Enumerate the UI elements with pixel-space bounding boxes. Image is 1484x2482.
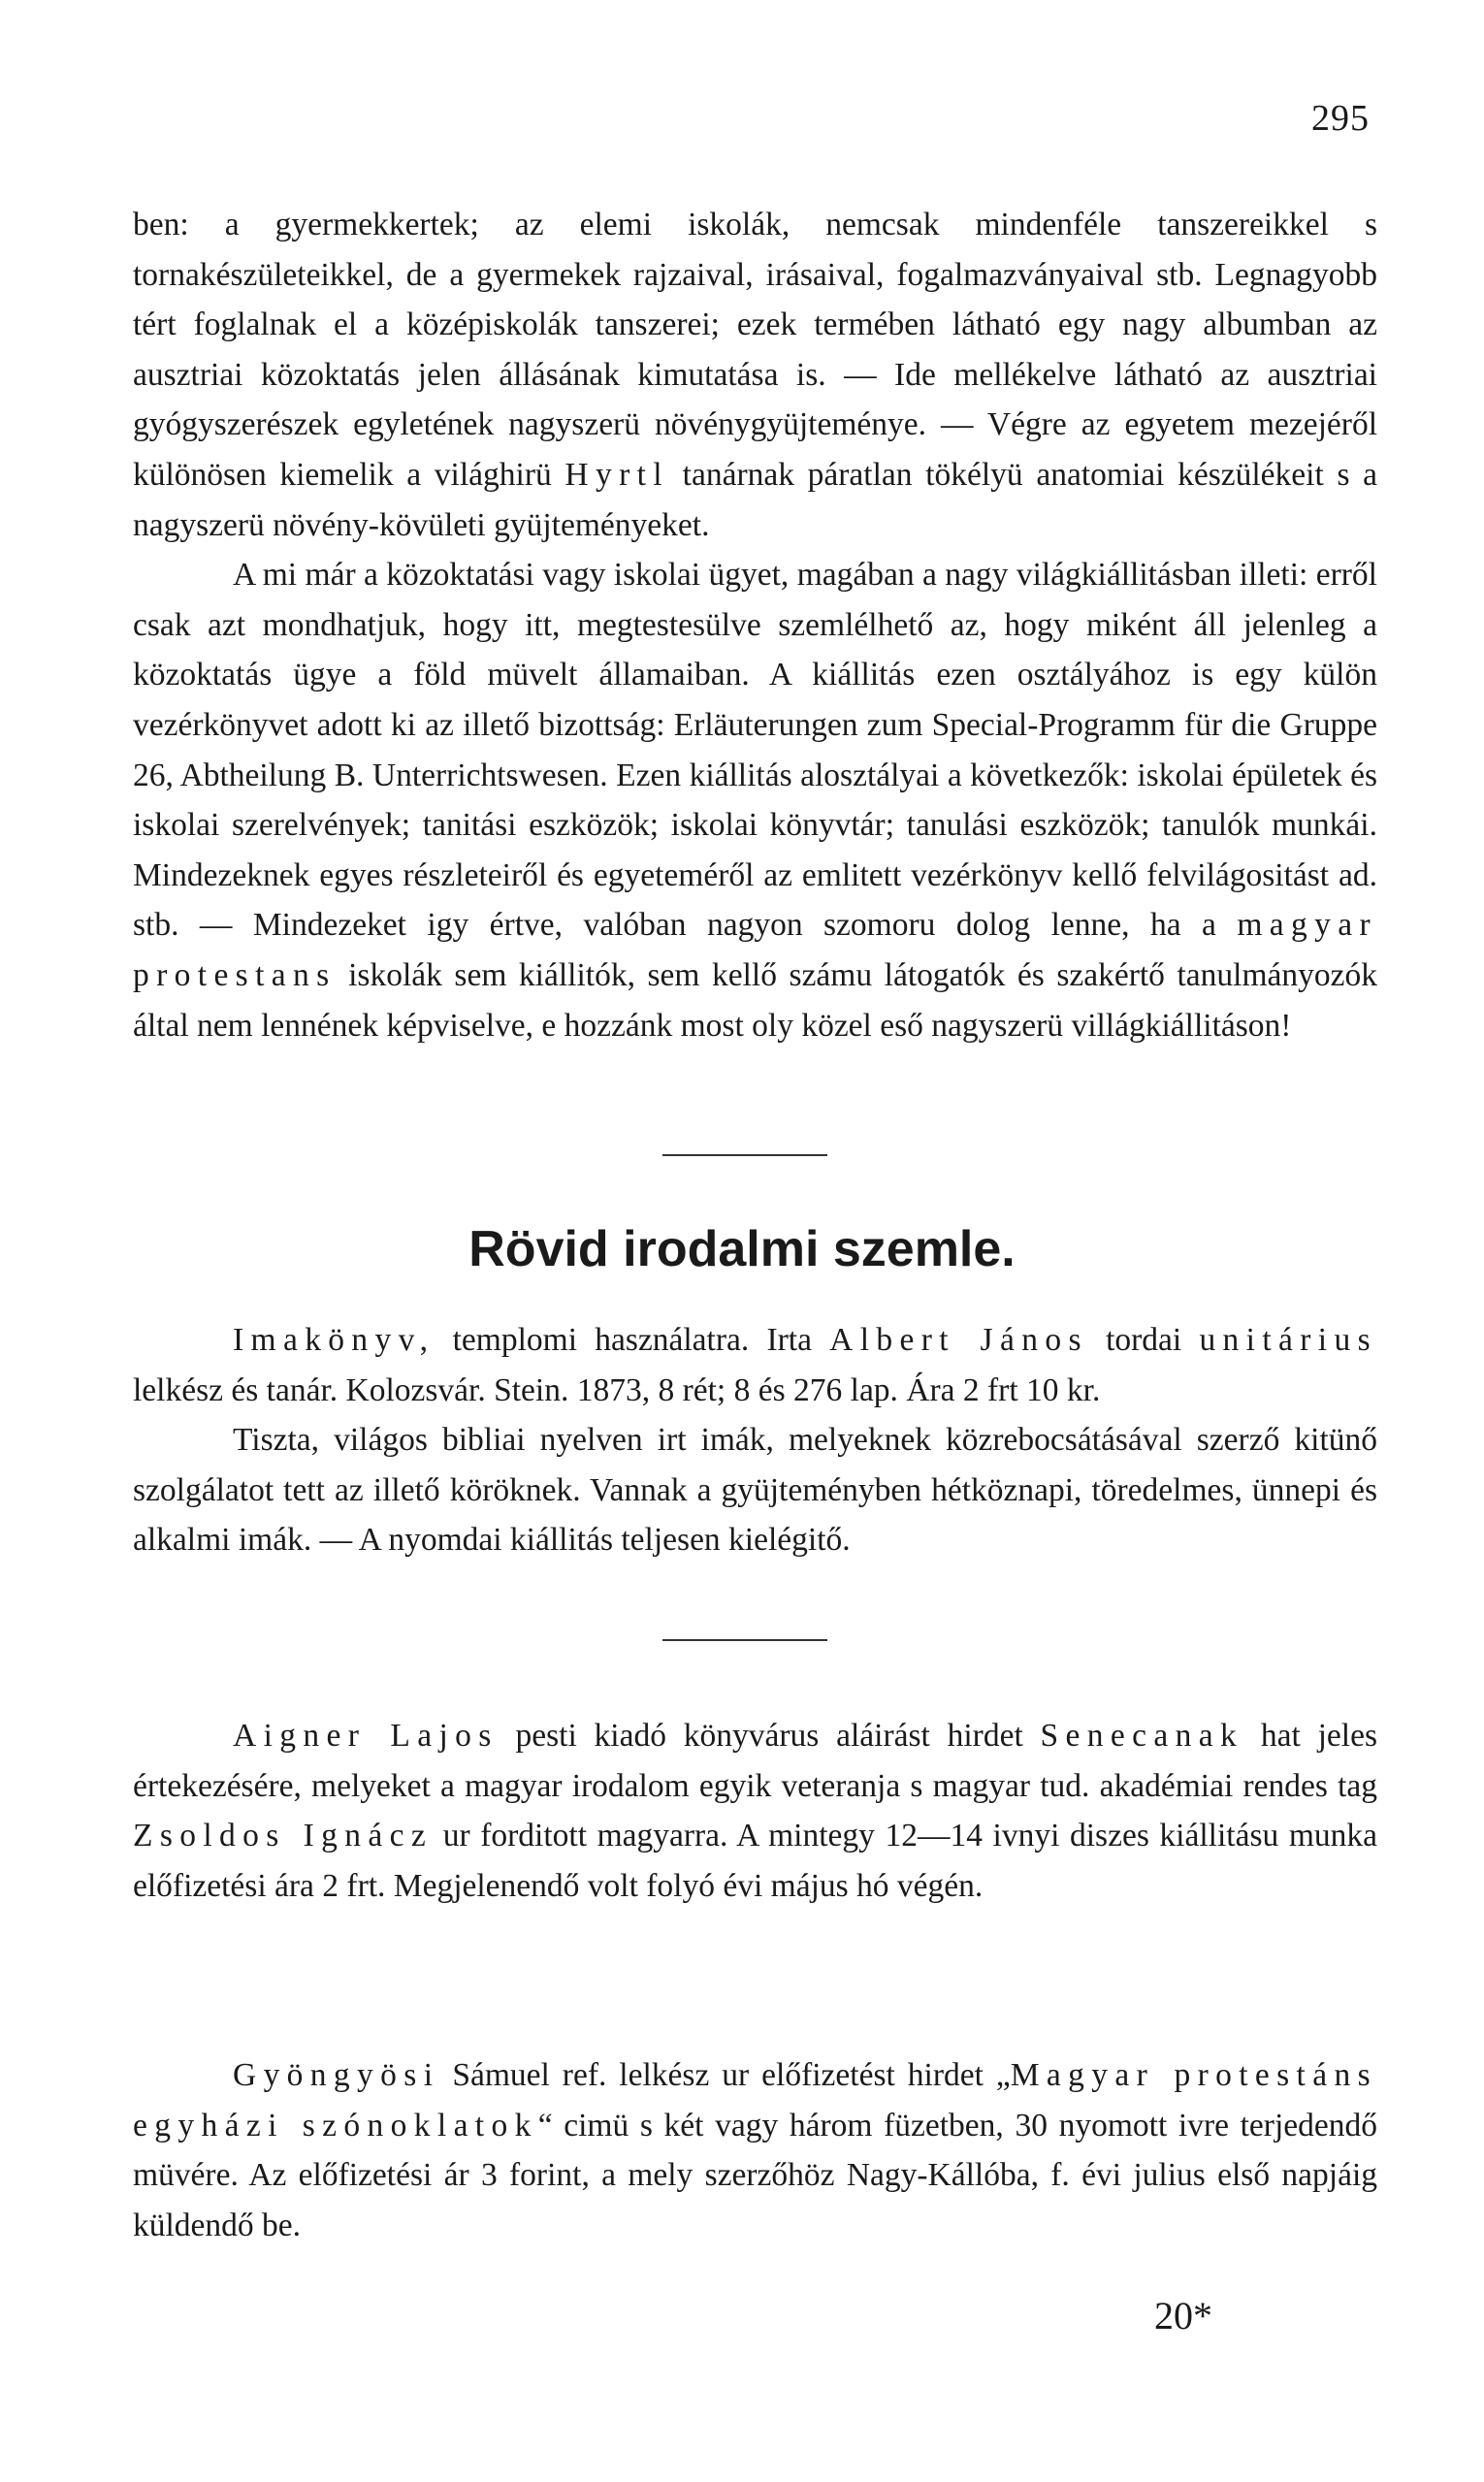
author-seneca: Senecanak <box>1040 1718 1244 1754</box>
review-1-paragraph-2: Tiszta, világos bibliai nyelven irt imák, melyeknek közrebocsátásával szerző kitünő szolgálatot tett az illető köröknek. Vannak a gyüjteményben hétköznapi, töredelmes, ünnepi és alkalmi imák. — A nyomdai kiállitás teljesen kielégitő. <box>133 1422 1377 1559</box>
article-paragraph-2: A mi már a közoktatási vagy iskolai ügyet, magában a nagy világkiállitásban illeti: erről csak azt mondhatjuk, hogy itt, megtestesülve szemlélhető az, hogy miként áll jelenleg a közoktatás ügye a föld müvelt államaiban. A kiállitás ezen osztályához is egy külön vezérkönyvet adott ki az illető bizottság: Erläuterungen zum Special-Programm für die Gruppe 26, Abtheilung B. Unterrichtswesen. Ezen kiállitás alosztályai a következők: iskolai épületek és iskolai szerelvények; tanitási eszközök; iskolai könyvtár; tanulási eszközök; tanulók munkái. Mindezeknek egyes részleteiről és egyeteméről az emlitett vezérkönyv kellő felvilágositást ad. stb. — Mindezeket igy értve, valóban nagyon szomoru dolog lenne, ha a magyar protestans iskolák sem kiállitók, sem kellő számu látogatók és szakértő tanulmányozók által nem lennének képviselve, e hozzánk most oly közel eső nagyszerü villágkiállitáson! <box>133 557 1378 1044</box>
review-aigner <box>133 1711 1377 1911</box>
review-3-paragraph: Gyöngyösi Sámuel ref. lelkész ur előfizetést hirdet „Magyar protestáns egyházi szónoklatok“ cimü s két vagy három füzetben, 30 nyomott ivre terjedendő müvére. Az előfizetési ár 3 forint, a mely szerzőhöz Nagy-Kállóba, f. évi julius első napjáig küldendő be. <box>133 2057 1377 2243</box>
emphasis-magyar-protestans: magyar protestans <box>133 907 1378 993</box>
person-name-zsoldos: Zsoldos Ignácz <box>133 1818 434 1854</box>
publication-title: Magyar protestáns egyházi szónoklatok <box>133 2057 1377 2144</box>
review-gyongyosi <box>133 2050 1377 2250</box>
person-name-hyrtl: Hyrtl <box>565 456 669 493</box>
divider <box>662 1639 827 1641</box>
person-name-aigner: Aigner Lajos <box>233 1718 499 1754</box>
denomination: unitárius <box>1199 1322 1378 1358</box>
review-1-paragraph-1: Imakönyv, templomi használatra. Irta Albert János tordai unitárius lelkész és tanár. Kolozsvár. Stein. 1873, 8 rét; 8 és 276 lap. Ára 2 frt 10 kr. <box>133 1322 1378 1408</box>
signature-mark: 20* <box>1154 2294 1212 2337</box>
review-imakonyv <box>133 1315 1377 1565</box>
page-number: 295 <box>1311 98 1370 139</box>
person-name-gyongyosi: Gyöngyösi <box>233 2057 440 2093</box>
section-title: Rövid irodalmi szemle. <box>468 1221 1016 1277</box>
continued-article <box>133 200 1377 1050</box>
author-name: Albert János <box>829 1322 1088 1358</box>
book-title: Imakönyv, <box>233 1322 436 1358</box>
review-2-paragraph: Aigner Lajos pesti kiadó könyvárus aláirást hirdet Senecanak hat jeles értekezésére, melyeket a magyar irodalom egyik veteranja s magyar tud. akadémiai rendes tag Zsoldos Ignácz ur forditott magyarra. A mintegy 12—14 ivnyi diszes kiállitásu munka előfizetési ára 2 frt. Megjelenendő volt folyó évi május hó végén. <box>133 1718 1378 1904</box>
article-paragraph-1: ben: a gyermekkertek; az elemi iskolák, nemcsak mindenféle tanszereikkel s tornakészületeikkel, de a gyermekek rajzaival, irásaival, fogalmazványaival stb. Legnagyobb tért foglalnak el a középiskolák tanszerei; ezek termében látható egy nagy albumban az ausztriai közoktatás jelen állásának kimutatása is. — Ide mellékelve látható az ausztriai gyógyszerészek egyletének nagyszerü növénygyüjteménye. — Végre az egyetem mezejéről különösen kiemelik a világhirü Hyrtl tanárnak páratlan tökélyü anatomiai készülékeit s a nagyszerü növény-kövületi gyüjteményeket. <box>133 207 1378 543</box>
divider <box>662 1154 827 1156</box>
